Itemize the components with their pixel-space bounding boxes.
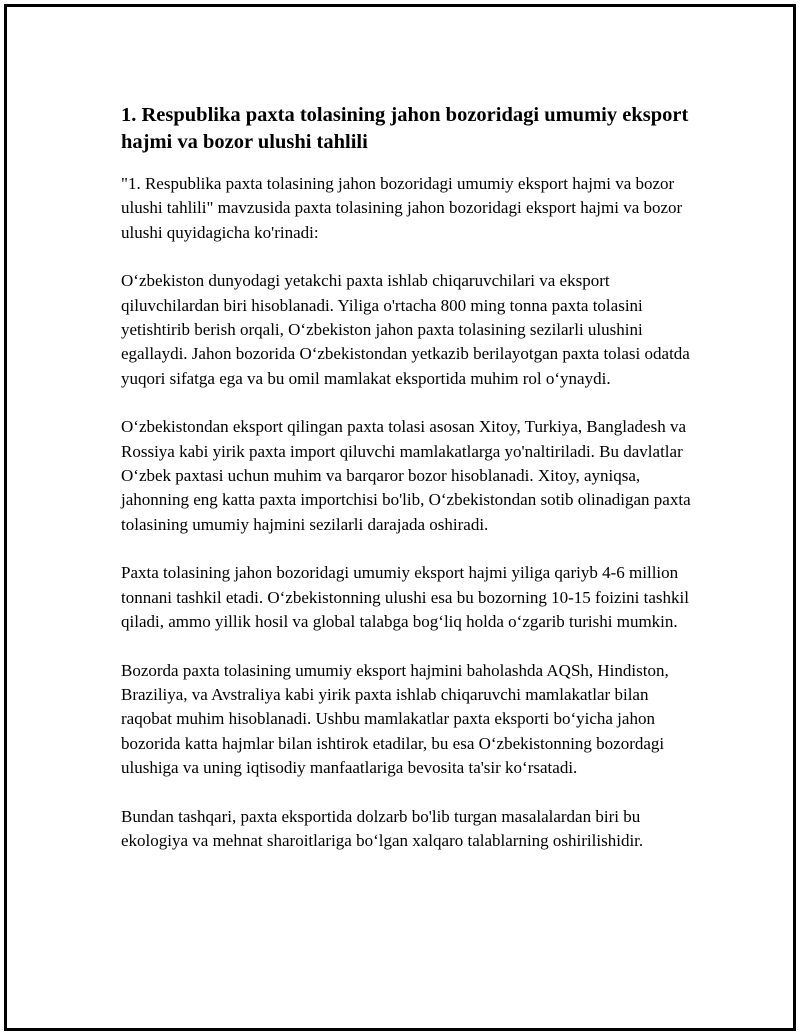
paragraph-competition: Bozorda paxta tolasining umumiy eksport hajmini baholashda AQSh, Hindiston, Braziliya, va Avstraliya kabi yirik paxta ishlab chiqaruvchi mamlakatlar bilan raqobat muhim hisoblanadi. Ushbu mamlakatlar paxta eksporti bo‘yicha jahon bozorida katta hajmlar bilan ishtirok etadilar, bu esa O‘zbekistonning bozordagi ulushiga va uning iqtisodiy manfaatlariga bevosita ta'sir ko‘rsatadi. [121, 660, 669, 778]
document-title: 1. Respublika paxta tolasining jahon bozoridagi umumiy eksport hajmi va bozor ulushi tahlili [121, 104, 689, 153]
paragraph-market-share: Paxta tolasining jahon bozoridagi umumiy eksport hajmi yiliga qariyb 4-6 million tonnani tashkil etadi. O‘zbekistonning ulushi esa bu bozorning 10-15 foizini tashkil qiladi, ammo yillik hosil va global talabga bog‘liq holda o‘zgarib turishi mumkin. [121, 563, 689, 632]
document-body [121, 102, 696, 877]
paragraph-uzbekistan-production: O‘zbekiston dunyodagi yetakchi paxta ishlab chiqaruvchilari va eksport qiluvchilardan biri hisoblanadi. Yiliga o'rtacha 800 ming tonna paxta tolasini yetishtirib berish orqali, O‘zbekiston jahon paxta tolasining sezilarli ulushini egallaydi. Jahon bozorida O‘zbekistondan yetkazib berilayotgan paxta tolasi odatda yuqori sifatga ega va bu omil mamlakat eksportida muhim rol o‘ynaydi. [121, 271, 690, 388]
page-frame [4, 4, 796, 1031]
paragraph-export-destinations: O‘zbekistondan eksport qilingan paxta tolasi asosan Xitoy, Turkiya, Bangladesh va Rossiya kabi yirik paxta import qiluvchi mamlakatlarga yo'naltiriladi. Bu davlatlar O‘zbek paxtasi uchun muhim va barqaror bozor hisoblanadi. Xitoy, ayniqsa, jahonning eng katta paxta importchisi bo'lib, O‘zbekistondan sotib olinadigan paxta tolasining umumiy hajmini sezilarli darajada oshiradi. [121, 417, 691, 534]
paragraph-intro: "1. Respublika paxta tolasining jahon bozoridagi umumiy eksport hajmi va bozor ulushi tahlili" mavzusida paxta tolasining jahon bozoridagi eksport hajmi va bozor ulushi quyidagicha ko'rinadi: [121, 174, 683, 242]
paragraph-ecology-labor: Bundan tashqari, paxta eksportida dolzarb bo'lib turgan masalalardan biri bu ekologiya va mehnat sharoitlariga bo‘lgan xalqaro talablarning oshirilishidir. [121, 806, 644, 850]
